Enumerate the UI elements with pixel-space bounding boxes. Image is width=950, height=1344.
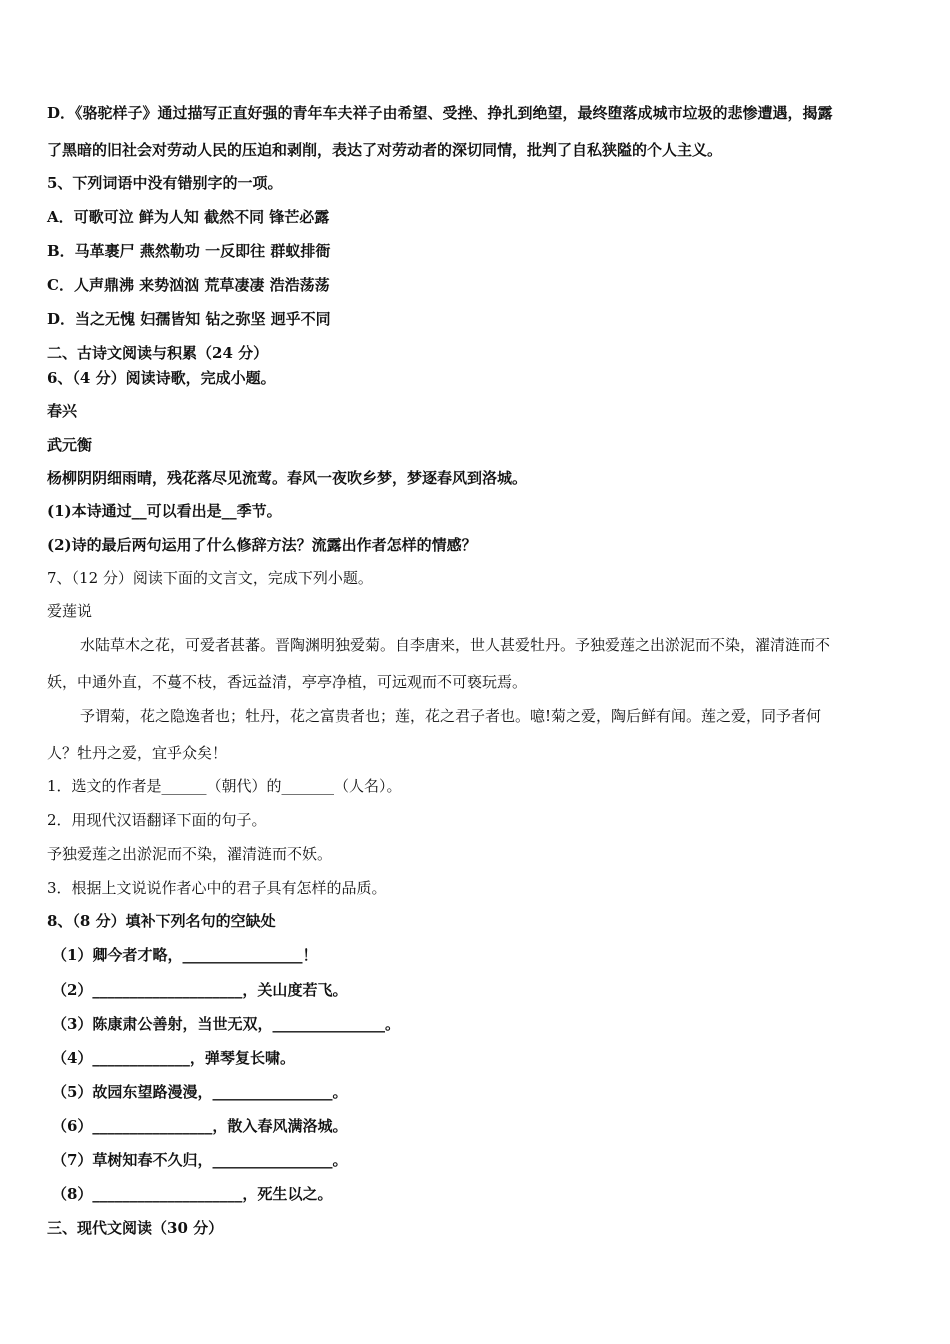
q5-option-a: A．可歌可泣 鲜为人知 截然不同 锋芒必露 — [47, 208, 330, 226]
q8-item-3: （3）陈康肃公善射，当世无双，_______________。 — [52, 1015, 400, 1033]
poem-text: 杨柳阴阴细雨晴，残花落尽见流莺。春风一夜吹乡梦，梦逐春风到洛城。 — [47, 469, 528, 487]
q5-option-b: B．马革裹尸 燕然勒功 一反即往 群蚁排衙 — [47, 242, 331, 260]
q5-stem: 5、下列词语中没有错别字的一项。 — [47, 174, 283, 192]
q4-option-d-line2: 了黑暗的旧社会对劳动人民的压迫和剥削，表达了对劳动者的深切同情，批判了自私狭隘的个人主义。 — [47, 141, 723, 159]
q8-item-6: （6）________________，散入春风满洛城。 — [52, 1117, 348, 1135]
essay-para2-line2: 人？牡丹之爱，宜乎众矣！ — [47, 744, 228, 762]
q6-stem: 6、（4 分）阅读诗歌，完成小题。 — [47, 369, 276, 387]
essay-title: 爱莲说 — [47, 602, 93, 620]
q7-sub2: 2．用现代汉语翻译下面的句子。 — [47, 811, 267, 829]
q5-option-c: C．人声鼎沸 来势汹汹 荒草凄凄 浩浩荡荡 — [47, 276, 330, 294]
q7-sub3: 3．根据上文说说作者心中的君子具有怎样的品质。 — [47, 879, 387, 897]
q8-item-1: （1）卿今者才略，________________！ — [52, 946, 318, 964]
q8-stem: 8、（8 分）填补下列名句的空缺处 — [47, 912, 276, 930]
section3-title: 三、现代文阅读（30 分） — [47, 1219, 224, 1237]
essay-para2-line1: 予谓菊，花之隐逸者也；牡丹，花之富贵者也；莲，花之君子者也。噫!菊之爱，陶后鲜有闻。莲之爱，同予者何 — [80, 707, 822, 725]
section2-title: 二、古诗文阅读与积累（24 分） — [47, 344, 269, 362]
q6-sub2: (2)诗的最后两句运用了什么修辞方法？流露出作者怎样的情感？ — [47, 536, 477, 554]
q8-item-2: （2）____________________，关山度若飞。 — [52, 981, 348, 999]
essay-para1-line1: 水陆草木之花，可爱者甚蕃。晋陶渊明独爱菊。自李唐来，世人甚爱牡丹。予独爱莲之出淤泥而不染，濯清涟而不 — [80, 636, 831, 654]
q5-option-d: D．当之无愧 妇孺皆知 钻之弥坚 迥乎不同 — [47, 310, 331, 328]
q7-sub1: 1．选文的作者是______（朝代）的_______（人名）。 — [47, 777, 402, 795]
q8-item-5: （5）故园东望路漫漫，________________。 — [52, 1083, 348, 1101]
q7-sub2-sentence: 予独爱莲之出淤泥而不染，濯清涟而不妖。 — [47, 845, 333, 863]
q8-item-7: （7）草树知春不久归，________________。 — [52, 1151, 348, 1169]
poem-author: 武元衡 — [47, 436, 93, 454]
q4-option-d-line1: D．《骆驼样子》通过描写正直好强的青年车夫祥子由希望、受挫、挣扎到绝望，最终堕落成城市垃圾的悲惨遭遇，揭露 — [47, 104, 833, 122]
q6-sub1: (1)本诗通过__可以看出是__季节。 — [47, 502, 282, 520]
poem-title: 春兴 — [47, 402, 78, 420]
q8-item-8: （8）____________________，死生以之。 — [52, 1185, 333, 1203]
q7-stem: 7、（12 分）阅读下面的文言文，完成下列小题。 — [47, 569, 373, 587]
q8-item-4: （4）_____________，弹琴复长啸。 — [52, 1049, 295, 1067]
essay-para1-line2: 妖，中通外直，不蔓不枝，香远益清，亭亭净植，可远观而不可亵玩焉。 — [47, 673, 528, 691]
